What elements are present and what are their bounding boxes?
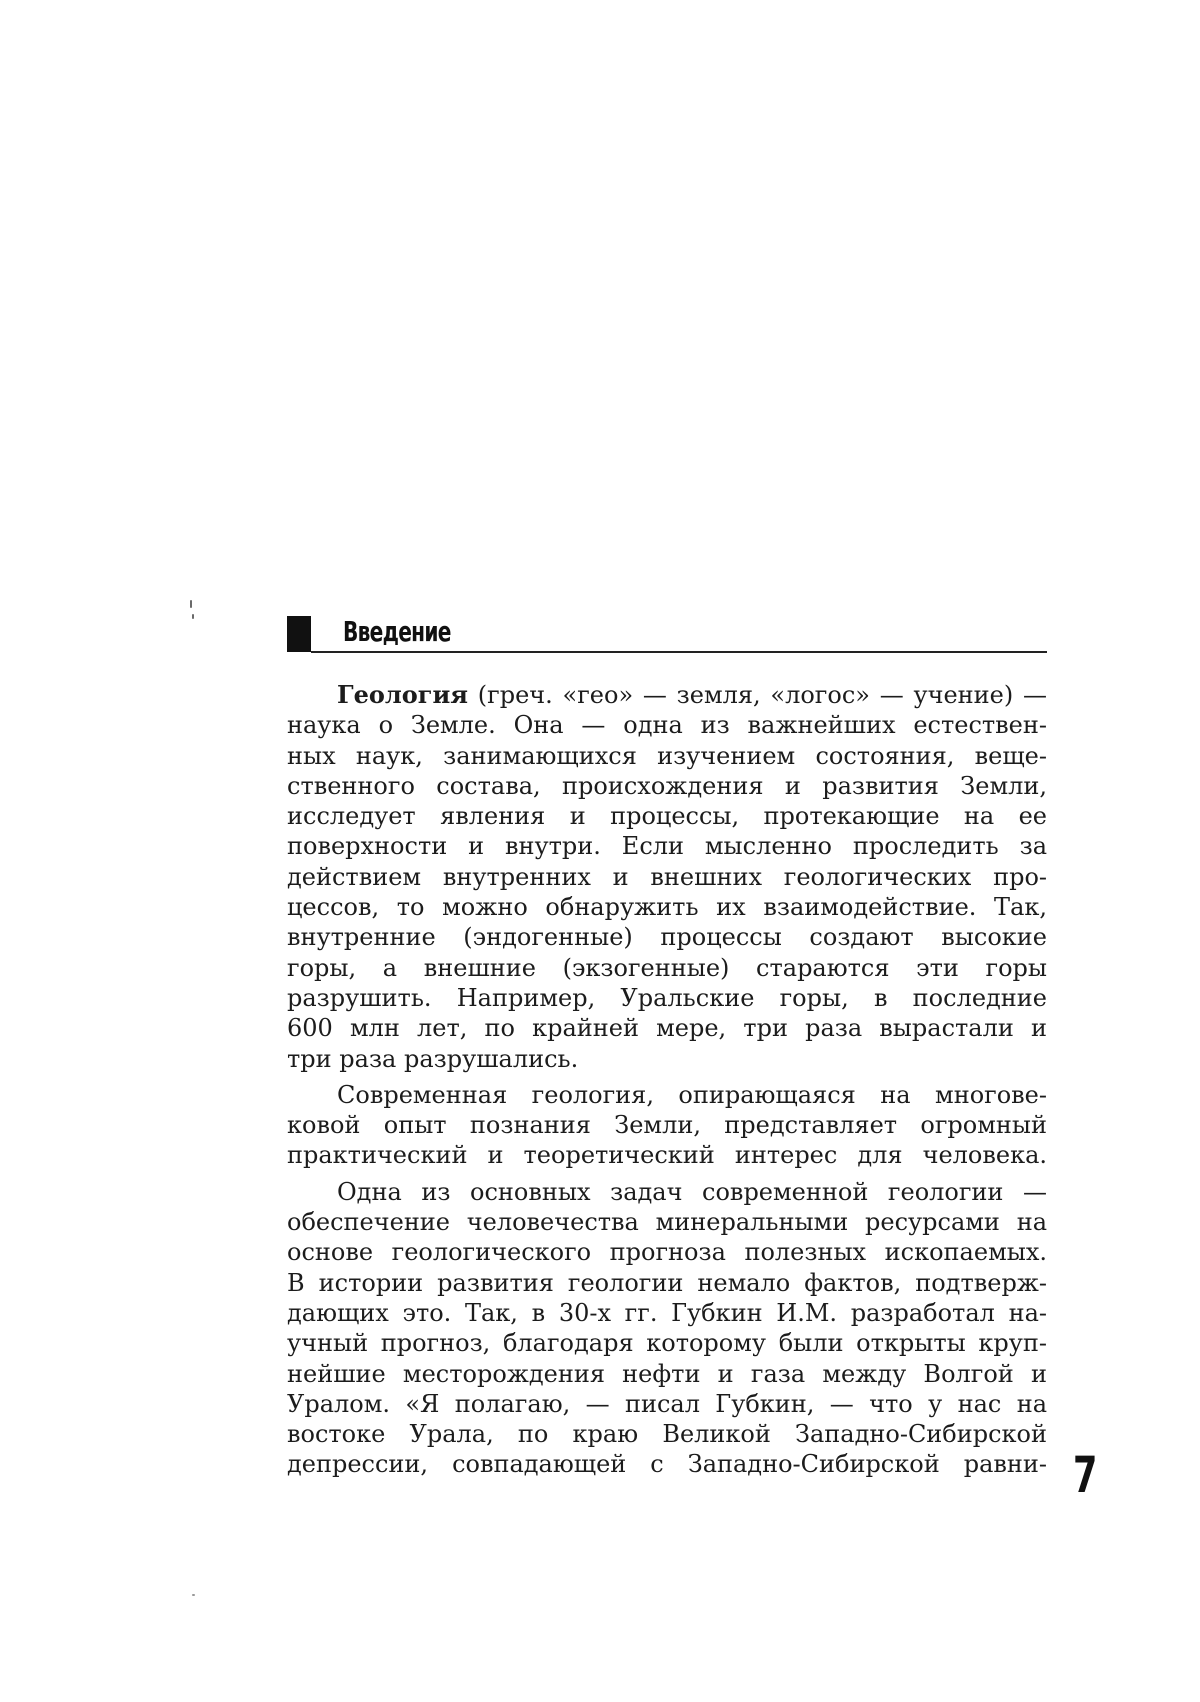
- text-line: ковой опыт познания Земли, представляет огромный: [287, 1111, 1047, 1140]
- text-line: обеспечение человечества минеральными ресурсами на: [287, 1208, 1047, 1237]
- page-number: 7: [1073, 1446, 1098, 1504]
- text-line: востоке Урала, по краю Великой Западно-Сибирской: [287, 1420, 1047, 1449]
- text-line: ственного состава, происхождения и развития Земли,: [287, 771, 1047, 800]
- section-title: Введение: [343, 615, 451, 648]
- section-header: [287, 613, 1047, 653]
- text-line: депрессии, совпадающей с Западно-Сибирской равни-: [287, 1450, 1047, 1479]
- scan-speck: [190, 600, 192, 608]
- scan-speck: [192, 614, 194, 619]
- text-line: ных наук, занимающихся изучением состояния, веще-: [287, 741, 1047, 770]
- body-text: [287, 680, 1047, 1480]
- text-line: цессов, то можно обнаружить их взаимодействие. Так,: [287, 893, 1047, 922]
- text-line: поверхности и внутри. Если мысленно проследить за: [287, 832, 1047, 861]
- text-line: дающих это. Так, в 30-х гг. Губкин И.М. разработал на-: [287, 1298, 1047, 1327]
- text-line: Современная геология, опирающаяся на многове-: [337, 1080, 1047, 1109]
- text-line: действием внутренних и внешних геологических про-: [287, 862, 1047, 891]
- text-line: три раза разрушались.: [287, 1044, 579, 1073]
- paragraph: [287, 680, 1047, 1074]
- text-line: В истории развития геологии немало фактов, подтверж-: [287, 1268, 1047, 1297]
- term-geology: Геология: [337, 680, 469, 709]
- section-rule: [311, 651, 1047, 653]
- paragraph: [287, 1080, 1047, 1171]
- text-line: [287, 680, 1047, 710]
- text-line: внутренние (эндогенные) процессы создают высокие: [287, 923, 1047, 952]
- text-line: основе геологического прогноза полезных ископаемых.: [287, 1238, 1047, 1267]
- text-line: Одна из основных задач современной геологии —: [337, 1177, 1047, 1206]
- text-line: практический и теоретический интерес для человека.: [287, 1141, 1047, 1170]
- section-marker-block: [287, 616, 311, 652]
- paragraph: [287, 1177, 1047, 1480]
- text-line: нейшие месторождения нефти и газа между Волгой и: [287, 1359, 1047, 1388]
- text-line: горы, а внешние (экзогенные) стараются эти горы: [287, 953, 1047, 982]
- text-line: 600 млн лет, по крайней мере, три раза вырастали и: [287, 1014, 1047, 1043]
- text-line: исследует явления и процессы, протекающие на ее: [287, 802, 1047, 831]
- text-line: наука о Земле. Она — одна из важнейших естествен-: [287, 711, 1047, 740]
- text-line: разрушить. Например, Уральские горы, в последние: [287, 983, 1047, 1012]
- text-line-part: (греч. «гео» — земля, «логос» — учение) —: [468, 681, 1047, 709]
- text-line: учный прогноз, благодаря которому были открыты круп-: [287, 1329, 1047, 1358]
- scan-speck: [192, 1594, 195, 1596]
- text-line: Уралом. «Я полагаю, — писал Губкин, — что у нас на: [287, 1389, 1047, 1418]
